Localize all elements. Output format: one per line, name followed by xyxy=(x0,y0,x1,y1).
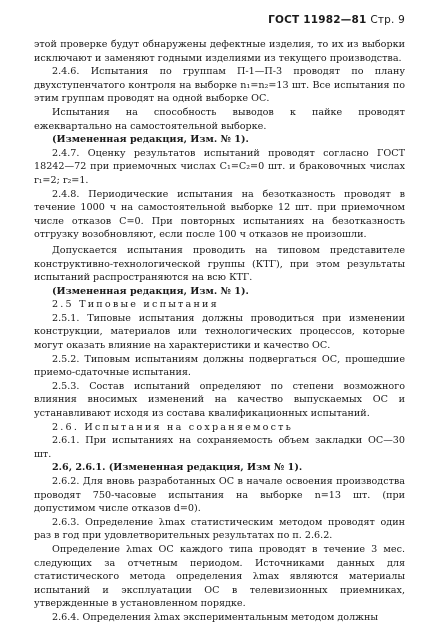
paragraph: Определение λmax ОС каждого типа проводят в течение 3 мес. следующих за отчетным периодом. Источниками данных для статистического метода определения λmax являются материалы испытаний и эксплуатации ОС в телевизионных приемниках, утвержденные в установленном порядке. xyxy=(34,543,405,610)
paragraph: 2.6.4. Определения λmax экспериментальным методом должны xyxy=(52,611,379,623)
paragraph: Испытания на способность выводов к пайке проводят ежеквартально на самостоятельной выборке. xyxy=(34,106,405,132)
section-heading: 2.6. Испытания на сохраняемость xyxy=(52,421,294,433)
paragraph: 2.6.2. Для вновь разработанных ОС в начале освоения производства проводят 750-часовые испытания на выборке n=13 шт. (при допустимом числе отказов d=0). xyxy=(34,476,405,515)
page-header xyxy=(268,14,405,26)
page-number: Стр. 9 xyxy=(370,14,405,26)
section-heading: 2.5 Типовые испытания xyxy=(52,299,219,311)
amendment-note: (Измененная редакция, Изм. № 1). xyxy=(52,134,249,146)
body-text xyxy=(34,38,405,625)
paragraph: 2.4.6. Испытания по группам П-1—П-3 проводят по плану двухступенчатого контроля на выборке n₁=n₂=13 шт. Все испытания по этим группам проводят на одной выборке ОС. xyxy=(34,66,405,105)
amendment-note: 2.6, 2.6.1. (Измененная редакция, Изм № 1). xyxy=(52,462,303,474)
paragraph: 2.6.3. Определение λmax статистическим методом проводят один раз в год при удовлетворительных результатах по п. 2.6.2. xyxy=(34,516,405,542)
paragraph: 2.6.1. При испытаниях на сохраняемость объем закладки ОС—30 шт. xyxy=(34,435,405,460)
paragraph: 2.5.2. Типовым испытаниям должны подвергаться ОС, прошедшие приемо-сдаточные испытания. xyxy=(34,353,405,379)
standard-number: ГОСТ 11982—81 xyxy=(268,14,367,26)
paragraph: 2.4.7. Оценку результатов испытаний проводят согласно ГОСТ 18242—72 при приемочных числах C₁=C₂=0 шт. и браковочных числах r₁=2; r₂=1. xyxy=(34,147,405,186)
amendment-note: (Измененная редакция, Изм. № 1). xyxy=(52,285,249,297)
paragraph: этой проверке будут обнаружены дефектные изделия, то их из выборки исключают и заменяют годными изделиями из текущего производства. xyxy=(34,39,405,64)
paragraph: 2.5.1. Типовые испытания должны проводиться при изменении конструкции, материалов или технологических процессов, которые могут оказать влияние на характеристики и качество ОС. xyxy=(34,312,405,352)
paragraph: 2.5.3. Состав испытаний определяют по степени возможного влияния вносимых изменений на качество выпускаемых ОС и устанавливают исходя из состава квалификационных испытаний. xyxy=(34,380,405,420)
paragraph: 2.4.8. Периодические испытания на безотказность проводят в течение 1000 ч на самостоятельной выборке 12 шт. при приемочном числе отказов C=0. При повторных испытаниях на безотказность отгрузку возобновляют, если после 100 ч отказов не произошли. xyxy=(34,188,405,241)
paragraph: Допускается испытания проводить на типовом представителе конструктивно-технологической группы (КТГ), при этом результаты испытаний распространяются на всю КТГ. xyxy=(34,244,405,284)
